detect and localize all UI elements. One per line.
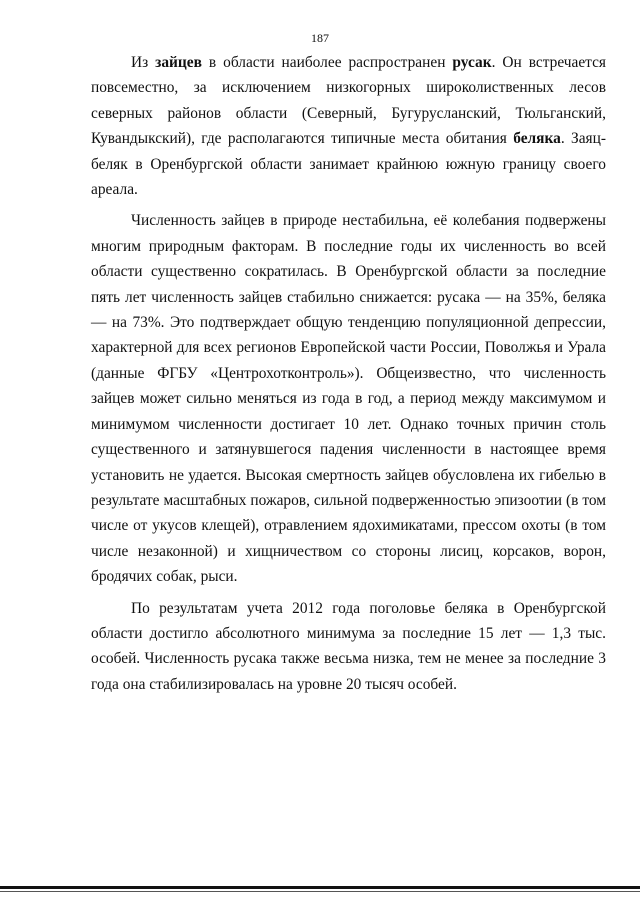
paragraph-hares-distribution: [91, 50, 606, 202]
footer-rule-thin: [0, 891, 640, 892]
paragraph-census-results: [91, 596, 606, 698]
text-segment: . Заяц-беляк в Оренбургской области занимает крайнюю южную границу своего ареала.: [91, 130, 606, 199]
text-segment: в области наиболее распространен: [201, 54, 453, 71]
term-mountain-hare: беляка: [513, 130, 561, 148]
paragraph-population-dynamics: [91, 208, 606, 589]
text-segment: Из: [131, 54, 156, 71]
term-brown-hare: русак: [452, 54, 492, 71]
footer-rule: [0, 886, 640, 889]
text-segment: . Он встречается повсеместно, за исключением низкогорных широколиственных лесов северных районов области (Северный, Бугурусланский, Тюльганский, Кувандыкский), где располагаются типичные места обитания: [91, 54, 607, 148]
term-hares: зайцев: [155, 54, 202, 71]
text-segment: Численность зайцев в природе нестабильна, её колебания подвержены многим природным факторам. В последние годы их численность во всей области существенно сократилась. В Оренбургской области за последние пять лет численность зайцев стабильно снижается: русака — на 35%, беляка — на 73%. Это подтверждает общую тенденцию популяционной депрессии, характерной для всех регионов Европейской части России, Поволжья и Урала (данные ФГБУ «Центрохотконтроль»). Общеизвестно, что численность зайцев может сильно меняться из года в год, а период между максимумом и минимумом численности достигает 10 лет. Однако точных причин столь существенного и затянувшегося падения численности в настоящее время установить не удается. Высокая смертность зайцев обусловлена их гибелью в результате масштабных пожаров, сильной подверженностью эпизоотии (в том числе от укусов клещей), отравлением ядохимикатами, прессом охоты (в том числе незаконной) и хищничеством со стороны лисиц, корсаков, ворон, бродячих собак, рыси.: [91, 212, 606, 586]
text-segment: По результатам учета 2012 года поголовье беляка в Оренбургской области достигло абсолютного минимума за последние 15 лет — 1,3 тыс. особей. Численность русака также весьма низка, тем не менее за последние 3 года она стабилизировалась на уровне 20 тысяч особей.: [91, 599, 606, 693]
body-text: [91, 50, 606, 697]
page-number: 187: [311, 31, 329, 45]
